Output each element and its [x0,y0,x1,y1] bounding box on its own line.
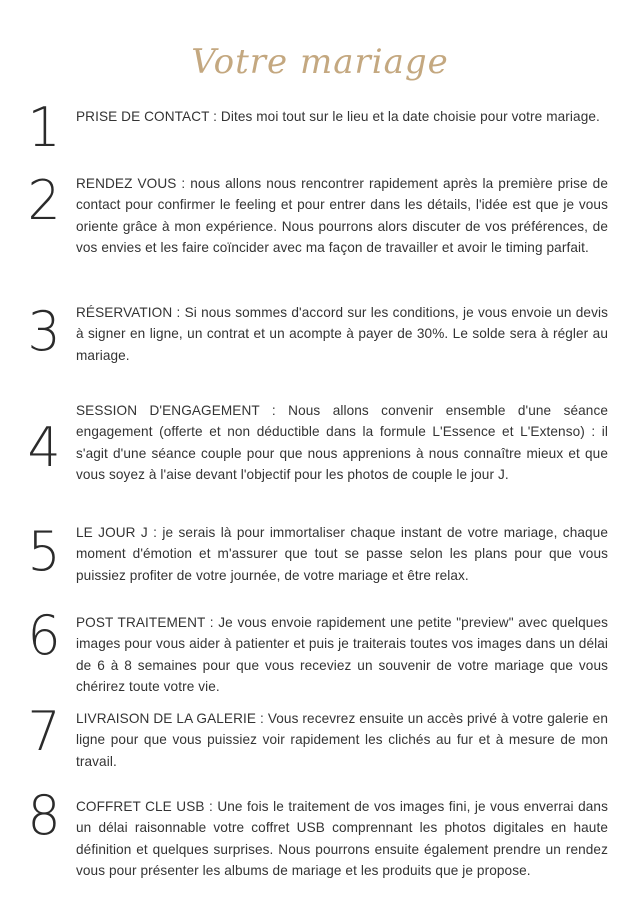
step-number: 3 [27,300,61,364]
step-number: 5 [27,520,61,584]
page-title: Votre mariage [191,42,449,82]
step-text: SESSION D'ENGAGEMENT : Nous allons convenir ensemble d'une séance engagement (offerte et non déductible dans la formule L'Essence et L'Extenso) : il s'agit d'une séance couple pour que nous apprenions à nous connaître mieux et que vous soyez à l'aise devant l'objectif pour les photos de couple le jour J. [76,403,608,482]
step-text: LE JOUR J : je serais là pour immortaliser chaque instant de votre mariage, chaque moment d'émotion et m'assurer que tout se passe selon les plans pour que vous puissiez profiter de votre journée, de votre mariage et être relax. [76,525,608,583]
step-number: 6 [27,604,61,668]
step-number: 7 [27,700,61,764]
step-number: 8 [27,784,61,848]
step-number: 1 [27,96,61,160]
step-number: 2 [27,169,61,233]
step-text: POST TRAITEMENT : Je vous envoie rapidement une petite "preview" avec quelques images pour vous aider à patienter et puis je traiterais toutes vos images dans un délai de 6 à 8 semaines pour que vous receviez un souvenir de votre mariage que vous chérirez toute votre vie. [76,615,608,694]
step-text: RENDEZ VOUS : nous allons nous rencontrer rapidement après la première prise de contact pour confirmer le feeling et pour entrer dans les détails, l'idée est que je vous oriente grâce à mon expérience. Nous pourrons alors discuter de vos préférences, de vos envies et les faire coïncider avec ma façon de travailler et avoir le timing parfait. [76,176,608,255]
step-number: 4 [27,416,61,480]
step-text: LIVRAISON DE LA GALERIE : Vous recevrez ensuite un accès privé à votre galerie en ligne pour que vous puissiez voir rapidement les clichés au fur et à mesure de mon travail. [76,711,608,769]
step-text: RÉSERVATION : Si nous sommes d'accord sur les conditions, je vous envoie un devis à signer en ligne, un contrat et un acompte à payer de 30%. Le solde sera à régler au mariage. [76,305,608,363]
step-text: COFFRET CLE USB : Une fois le traitement de vos images fini, je vous enverrai dans un délai raisonnable votre coffret USB comprennant les photos digitales en haute définition et quelques surprises. Nous pourrons ensuite également prendre un rendez vous pour présenter les albums de mariage et les produits que je propose. [76,799,608,878]
step-text: PRISE DE CONTACT : Dites moi tout sur le lieu et la date choisie pour votre mariage. [76,109,600,124]
